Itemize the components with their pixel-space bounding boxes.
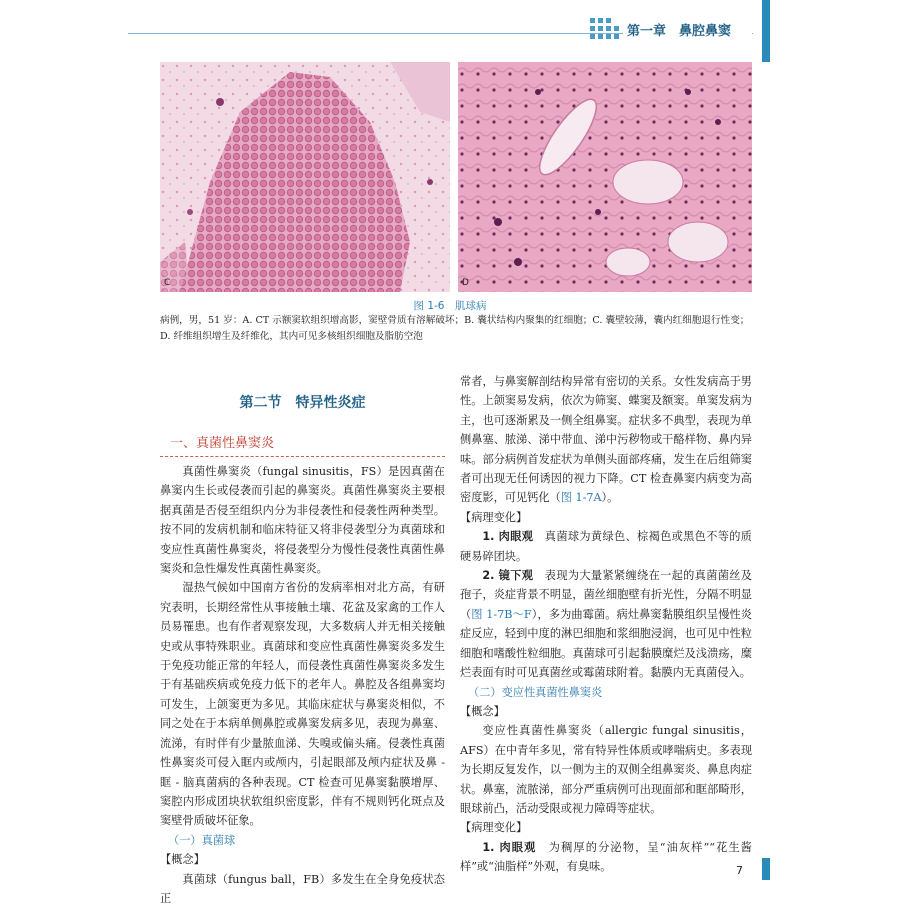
paragraph: 变应性真菌性鼻窦炎（allergic fungal sinusitis，AFS）在中青年多见，常有特异性体质或哮喘病史。多表现为长期反复发作，以一侧为主的双侧全组鼻窦炎、鼻息肉症状。鼻塞，流脓涕，部分严重病例可出现面部和眶部畸形，眼球前凸，活动受限或视力障碍等症状。 — [460, 724, 753, 815]
concept-tag: 【概念】 — [160, 853, 205, 867]
header-side-bar — [762, 0, 770, 62]
chapter-title: 第一章 鼻腔鼻窦 — [623, 20, 752, 44]
paragraph — [460, 527, 752, 566]
panel-label-d: D — [462, 278, 469, 288]
paragraph: 湿热气候如中国南方省份的发病率相对北方高，有研究表明，长期经常性从事接触土壤、花盆及家禽的工作人员易罹患。也有作者观察发现，大多数病人并无相关接触史或从事特殊职业。真菌球和变应性真菌性鼻窦炎多发生于免疫功能正常的年轻人，而侵袭性真菌性鼻窦炎多发生于有基础疾病或免疫力低下的老年人。鼻腔及各组鼻窦均可发生，上颌窦更为多见。其临床症状与鼻窦炎相似，不同之处在于本病单侧鼻腔或鼻窦发病多见，表现为鼻塞、流涕，有时伴有少量脓血涕、失嗅或偏头痛。侵袭性真菌性鼻窦炎可侵入眶内或颅内，引起眼部及颅内症状及鼻 - 眶 - 脑真菌病的各种表现。CT 检查可见鼻窦黏膜增厚、窦腔内形成团块状软组织密度影，伴有不规则钙化斑点及窦壁骨质破坏征象。 — [160, 581, 445, 828]
pathology-tag: 【病理变化】 — [460, 821, 528, 835]
text-span: 为稠厚的分泌物，呈“油灰样”“花生酱样”或“油脂样”外观，有臭味。 — [460, 840, 752, 874]
text-span: ）。 — [601, 491, 619, 505]
figure-title: 图 1-6 肌球病 — [413, 300, 487, 312]
heading-underline — [160, 456, 445, 457]
concept-tag: 【概念】 — [460, 704, 505, 718]
histology-image-c — [160, 62, 450, 292]
text-span: ），多为曲霉菌。病灶鼻窦黏膜组织呈慢性炎症反应，轻到中度的淋巴细胞和浆细胞浸润，也可见中性粒细胞和嗜酸性粒细胞。真菌球可引起黏膜糜烂及浅溃疡，糜烂表面有时可见真菌丝或霉菌球附着。黏膜内无真菌侵入。 — [460, 607, 752, 680]
micro-label: 2. 镜下观 — [482, 569, 534, 583]
panel-label-c: C — [164, 278, 171, 288]
paragraph — [460, 372, 752, 508]
paragraph: 真菌球（fungus ball，FB）多发生在全身免疫状态正 — [160, 872, 445, 905]
pathology-tag: 【病理变化】 — [460, 510, 528, 524]
text-span: 常者，与鼻窦解剖结构异常有密切的关系。女性发病高于男性。上颌窦易发病，依次为筛窦、蝶窦及额窦。单窦发病为主，也可逐渐累及一侧全组鼻窦。症状多不典型，表现为单侧鼻塞、脓涕、涕中带血、涕中污秽物或干酪样物、鼻内异味。部分病例首发症状为单侧头面部疼痛，发生在后组筛窦者可出现无任何诱因的视力下降。CT 检查鼻窦内病变为高密度影，可见钙化（ — [460, 375, 752, 505]
figure-link-1-7a[interactable]: 图 1-7A — [560, 491, 602, 505]
page-number: 7 — [736, 864, 743, 877]
gross-label: 1. 肉眼观 — [482, 840, 537, 854]
figure-link-1-7b-f[interactable]: 图 1-7B～F — [471, 607, 532, 621]
text-span: 表现为大量紧紧缠绕在一起的真菌菌丝及孢子，炎症背景不明显，菌丝细胞壁有折光性，分隔不明显（ — [460, 569, 752, 621]
section-title: 第二节 特异性炎症 — [239, 395, 366, 411]
right-column-text — [460, 372, 752, 877]
gross-label: 1. 肉眼观 — [482, 530, 534, 544]
histology-image-d — [458, 62, 752, 292]
left-column-text — [160, 462, 445, 908]
footer-side-bar — [762, 858, 770, 880]
paragraph — [460, 566, 752, 682]
paragraph: 真菌性鼻窦炎（fungal sinusitis，FS）是因真菌在鼻窦内生长或侵袭而引起的鼻窦炎。真菌性鼻窦炎主要根据真菌是否侵至组织内分为非侵袭性和侵袭性两种类型。按不同的发病机制和临床特征又将非侵袭型分为真菌球和变应性真菌性鼻窦炎，将侵袭型分为慢性侵袭性真菌性鼻窦炎和急性爆发性真菌性鼻窦炎。 — [160, 465, 445, 576]
heading-allergic-fungal-sinusitis: （二）变应性真菌性鼻窦炎 — [468, 685, 603, 699]
paragraph — [460, 838, 752, 877]
heading-fungal-sinusitis: 一、真菌性鼻窦炎 — [170, 436, 275, 451]
heading-fungus-ball: （一）真菌球 — [168, 833, 236, 847]
header-dots-ornament — [590, 18, 620, 46]
figure-caption: 病例，男，51 岁：A. CT 示额窦软组织增高影，窦壁骨质有溶解破坏；B. 囊状结构内聚集的红细胞；C. 囊壁较薄，囊内红细胞退行性变；D. 纤维组织增生及纤维化，其内可见多核组织细胞及脂肪空泡 — [160, 315, 750, 342]
text-span: 真菌球为黄绿色、棕褐色或黑色不等的质硬易碎团块。 — [460, 530, 752, 563]
